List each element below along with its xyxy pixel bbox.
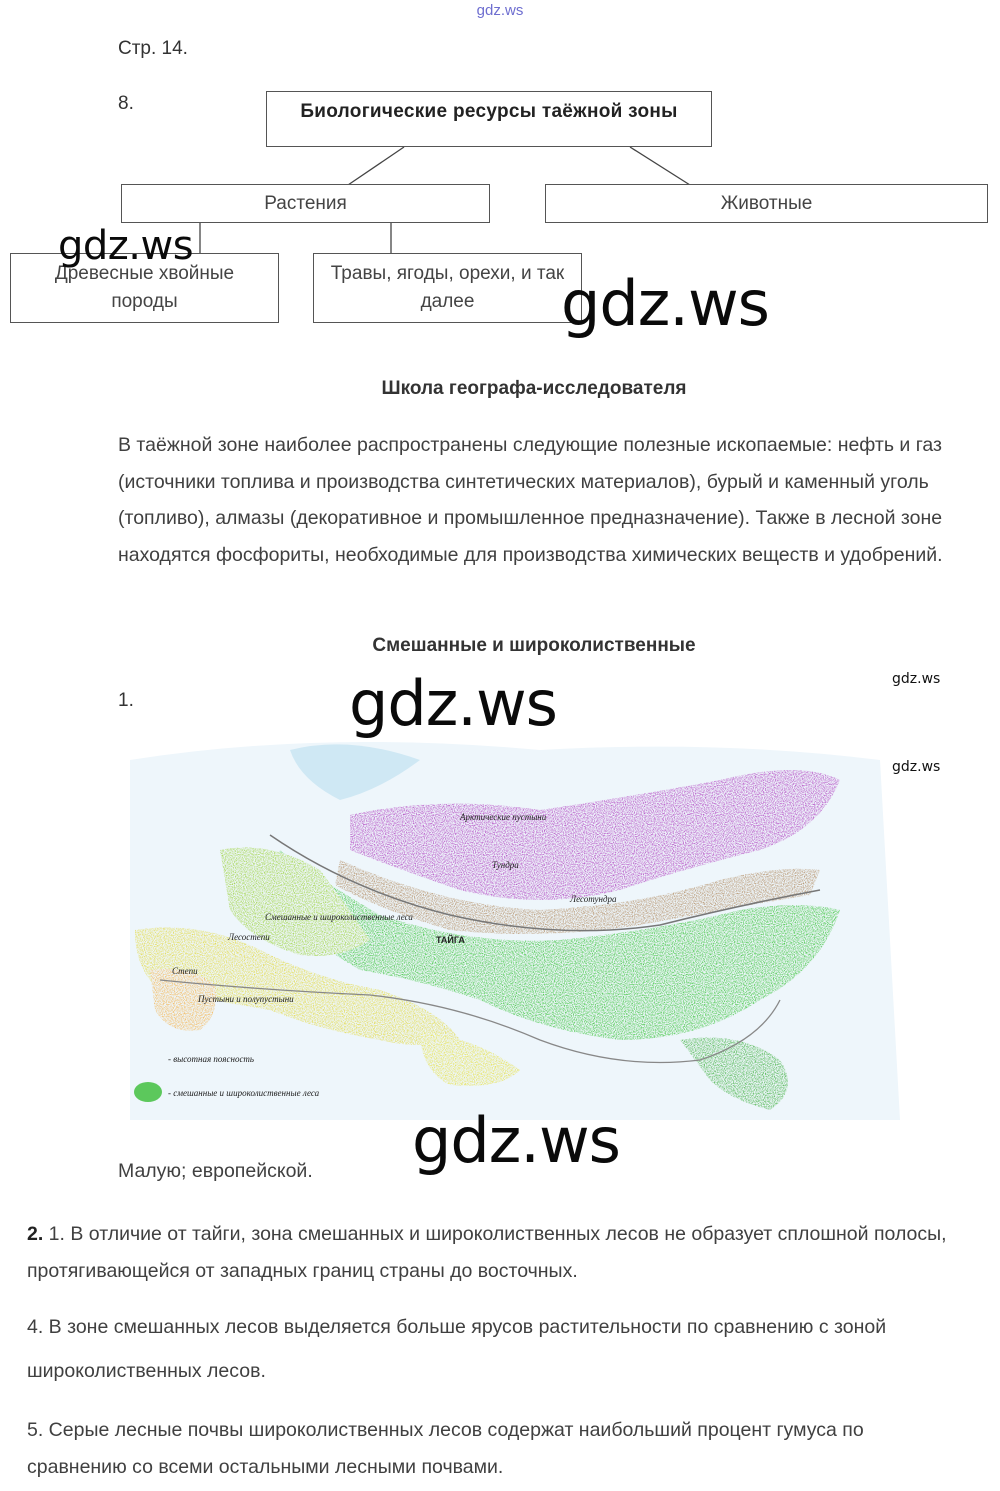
plants-box: [121, 184, 490, 223]
watermark-3: gdz.ws: [349, 667, 557, 740]
connector-title-animals: [630, 147, 690, 185]
label-deserts: Пустыни и полупустыни: [198, 994, 294, 1004]
answer-1: Малую; европейской.: [118, 1160, 313, 1182]
animals-box: [545, 184, 988, 223]
question-2-number: 2.: [27, 1223, 44, 1245]
legend-mixed-swatch: [134, 1082, 162, 1102]
label-steppe: Степи: [172, 966, 198, 976]
question-5: 5. Серые лесные почвы широколиственных лесов содержат наибольший процент гумуса по сравнению со всеми остальными лесными почвами.: [27, 1419, 864, 1478]
label-tundra: Тундра: [492, 860, 519, 870]
natural-zones-map: [120, 740, 910, 1130]
school-heading: Школа географа-исследователя: [381, 378, 687, 399]
diagram-title: Биологические ресурсы таёжной зоны: [300, 101, 678, 122]
label-arctic: Арктические пустыни: [460, 812, 547, 822]
label-forest-steppe: Лесостепи: [228, 932, 270, 942]
watermark-5: gdz.ws: [892, 759, 941, 775]
label-mixed: Смешанные и широколиственные леса: [265, 912, 413, 922]
question-2: [27, 1216, 967, 1290]
plants-label: Растения: [264, 192, 347, 214]
diagram-title-box: [266, 91, 712, 147]
legend-altitude: - высотная поясность: [168, 1054, 255, 1064]
watermark-2: gdz.ws: [561, 267, 769, 340]
school-paragraph: В таёжной зоне наиболее распространены следующие полезные ископаемые: нефть и газ (источники топлива и производства синтетических материалов), бурый и каменный уголь (топливо), алмазы (декоративное и промышленное предназначение). Также в лесной зоне находятся фосфориты, необходимые для производства химических веществ и удобрений.: [118, 434, 943, 567]
watermark-1: gdz.ws: [58, 223, 194, 269]
question-2-text: 1. В отличие от тайги, зона смешанных и широколиственных лесов не образует сплошной полосы, протягивающейся от западных границ страны до восточных.: [27, 1223, 947, 1282]
herbs-label: Травы, ягоды, орехи, и так далее: [330, 263, 565, 312]
watermark-4: gdz.ws: [892, 671, 941, 687]
label-taiga: ТАЙГА: [436, 935, 465, 945]
question-number-1: 1.: [118, 690, 134, 711]
mixed-heading: Смешанные и широколиственные: [372, 635, 696, 656]
top-watermark: gdz.ws: [476, 2, 524, 19]
animals-label: Животные: [720, 192, 813, 214]
legend-mixed: - смешанные и широколиственные леса: [168, 1088, 320, 1098]
herbs-box: [313, 253, 582, 323]
task-number-8: 8.: [118, 93, 134, 114]
question-4: 4. В зоне смешанных лесов выделяется больше ярусов растительности по сравнению с зоной широколиственных лесов.: [27, 1316, 887, 1382]
connector-title-plants: [348, 147, 404, 185]
page-reference: Стр. 14.: [118, 38, 188, 59]
conifers-label: Древесные хвойные породы: [54, 263, 235, 312]
watermark-6: gdz.ws: [412, 1104, 620, 1177]
label-forest-tundra: Лесотундра: [570, 894, 617, 904]
